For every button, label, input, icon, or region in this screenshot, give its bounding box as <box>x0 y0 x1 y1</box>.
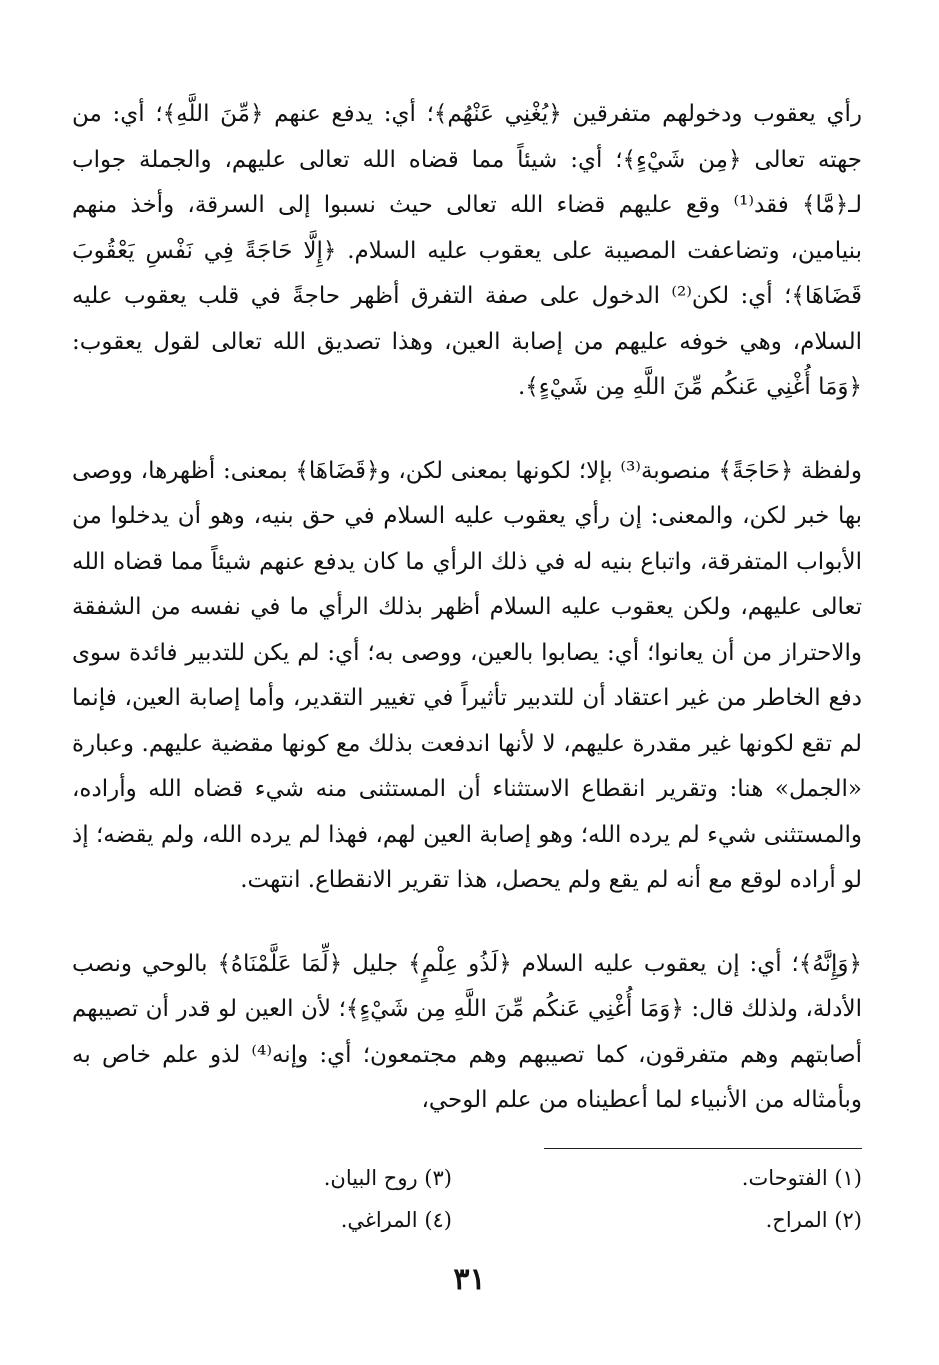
paragraph-3: ﴿وَإِنَّهُ﴾؛ أي: إن يعقوب عليه السلام ﴿لَذُو عِلْمٍ﴾ جليل ﴿لِّمَا عَلَّمْنَاهُ﴾ بالوحي ونصب الأدلة، ولذلك قال: ﴿وَمَا أُغْنِي عَنكُم مِّنَ اللَّهِ مِن شَيْءٍ﴾؛ لأن العين لو قدر أن تصيبهم أصابتهم وهم متفرقون، كما تصيبهم وهم مجتمعون؛ أي: وإنه⁽⁴⁾ لذو علم خاص به وبأمثاله من الأنبياء لما أعطيناه من علم الوحي، <box>72 950 862 1113</box>
page-body <box>72 92 862 1124</box>
paragraph-2: ولفظة ﴿حَاجَةً﴾ منصوبة⁽³⁾ بإلا؛ لكونها بمعنى لكن، و﴿قَضَاهَا﴾ بمعنى: أظهرها، ووصى بها خبر لكن، والمعنى: إن رأي يعقوب عليه السلام في حق بنيه، وهو أن يدخلوا من الأبواب المتفرقة، واتباع بنيه له في ذلك الرأي ما كان يدفع عنهم شيئاً مما قضاه الله تعالى عليهم، ولكن يعقوب عليه السلام أظهر بذلك الرأي ما في نفسه من الشفقة والاحتراز من أن يعانوا؛ أي: يصابوا بالعين، ووصى به؛ أي: لم يكن للتدبير فائدة سوى دفع الخاطر من غير اعتقاد أن للتدبير تأثيراً في تغيير التقدير، وأما إصابة العين، فإنما لم تقع لكونها غير مقدرة عليهم، لا لأنها اندفعت بذلك مع كونها مقضية عليهم. وعبارة «الجمل» هنا: وتقرير انقطاع الاستثناء أن المستثنى منه شيء قضاه الله وأراده، والمستثنى شيء لم يرده الله؛ وهو إصابة العين لهم، فهذا لم يرده الله، ولم يقضه؛ إذ لو أراده لوقع مع أنه لم يقع ولم يحصل، هذا تقرير الانقطاع. انتهت. <box>72 457 862 893</box>
paragraph-1: رأي يعقوب ودخولهم متفرقين ﴿يُغْنِي عَنْهُم﴾؛ أي: يدفع عنهم ﴿مِّنَ اللَّهِ﴾؛ أي: من جهته تعالى ﴿مِن شَيْءٍ﴾؛ أي: شيئاً مما قضاه الله تعالى عليهم، والجملة جواب لـ﴿مَّا﴾ فقد⁽¹⁾ وقع عليهم قضاء الله تعالى حيث نسبوا إلى السرقة، وأخذ منهم بنيامين، وتضاعفت المصيبة على يعقوب عليه السلام. ﴿إِلَّا حَاجَةً فِي نَفْسِ يَعْقُوبَ قَضَاهَا﴾؛ أي: لكن⁽²⁾ الدخول على صفة التفرق أظهر حاجةً في قلب يعقوب عليه السلام، وهي خوفه عليهم من إصابة العين، وهذا تصديق الله تعالى لقول يعقوب: ﴿وَمَا أُغْنِي عَنكُم مِّنَ اللَّهِ مِن شَيْءٍ﴾. <box>72 101 862 400</box>
footnote-3: (٣) روح البيان. <box>323 1166 452 1190</box>
footnote-4: (٤) المراغي. <box>340 1208 452 1232</box>
footnote-divider <box>544 1148 862 1149</box>
footnote-2: (٢) المراح. <box>765 1208 862 1232</box>
page-number: ٣١ <box>453 1262 486 1297</box>
footnote-1: (١) الفتوحات. <box>741 1166 862 1190</box>
